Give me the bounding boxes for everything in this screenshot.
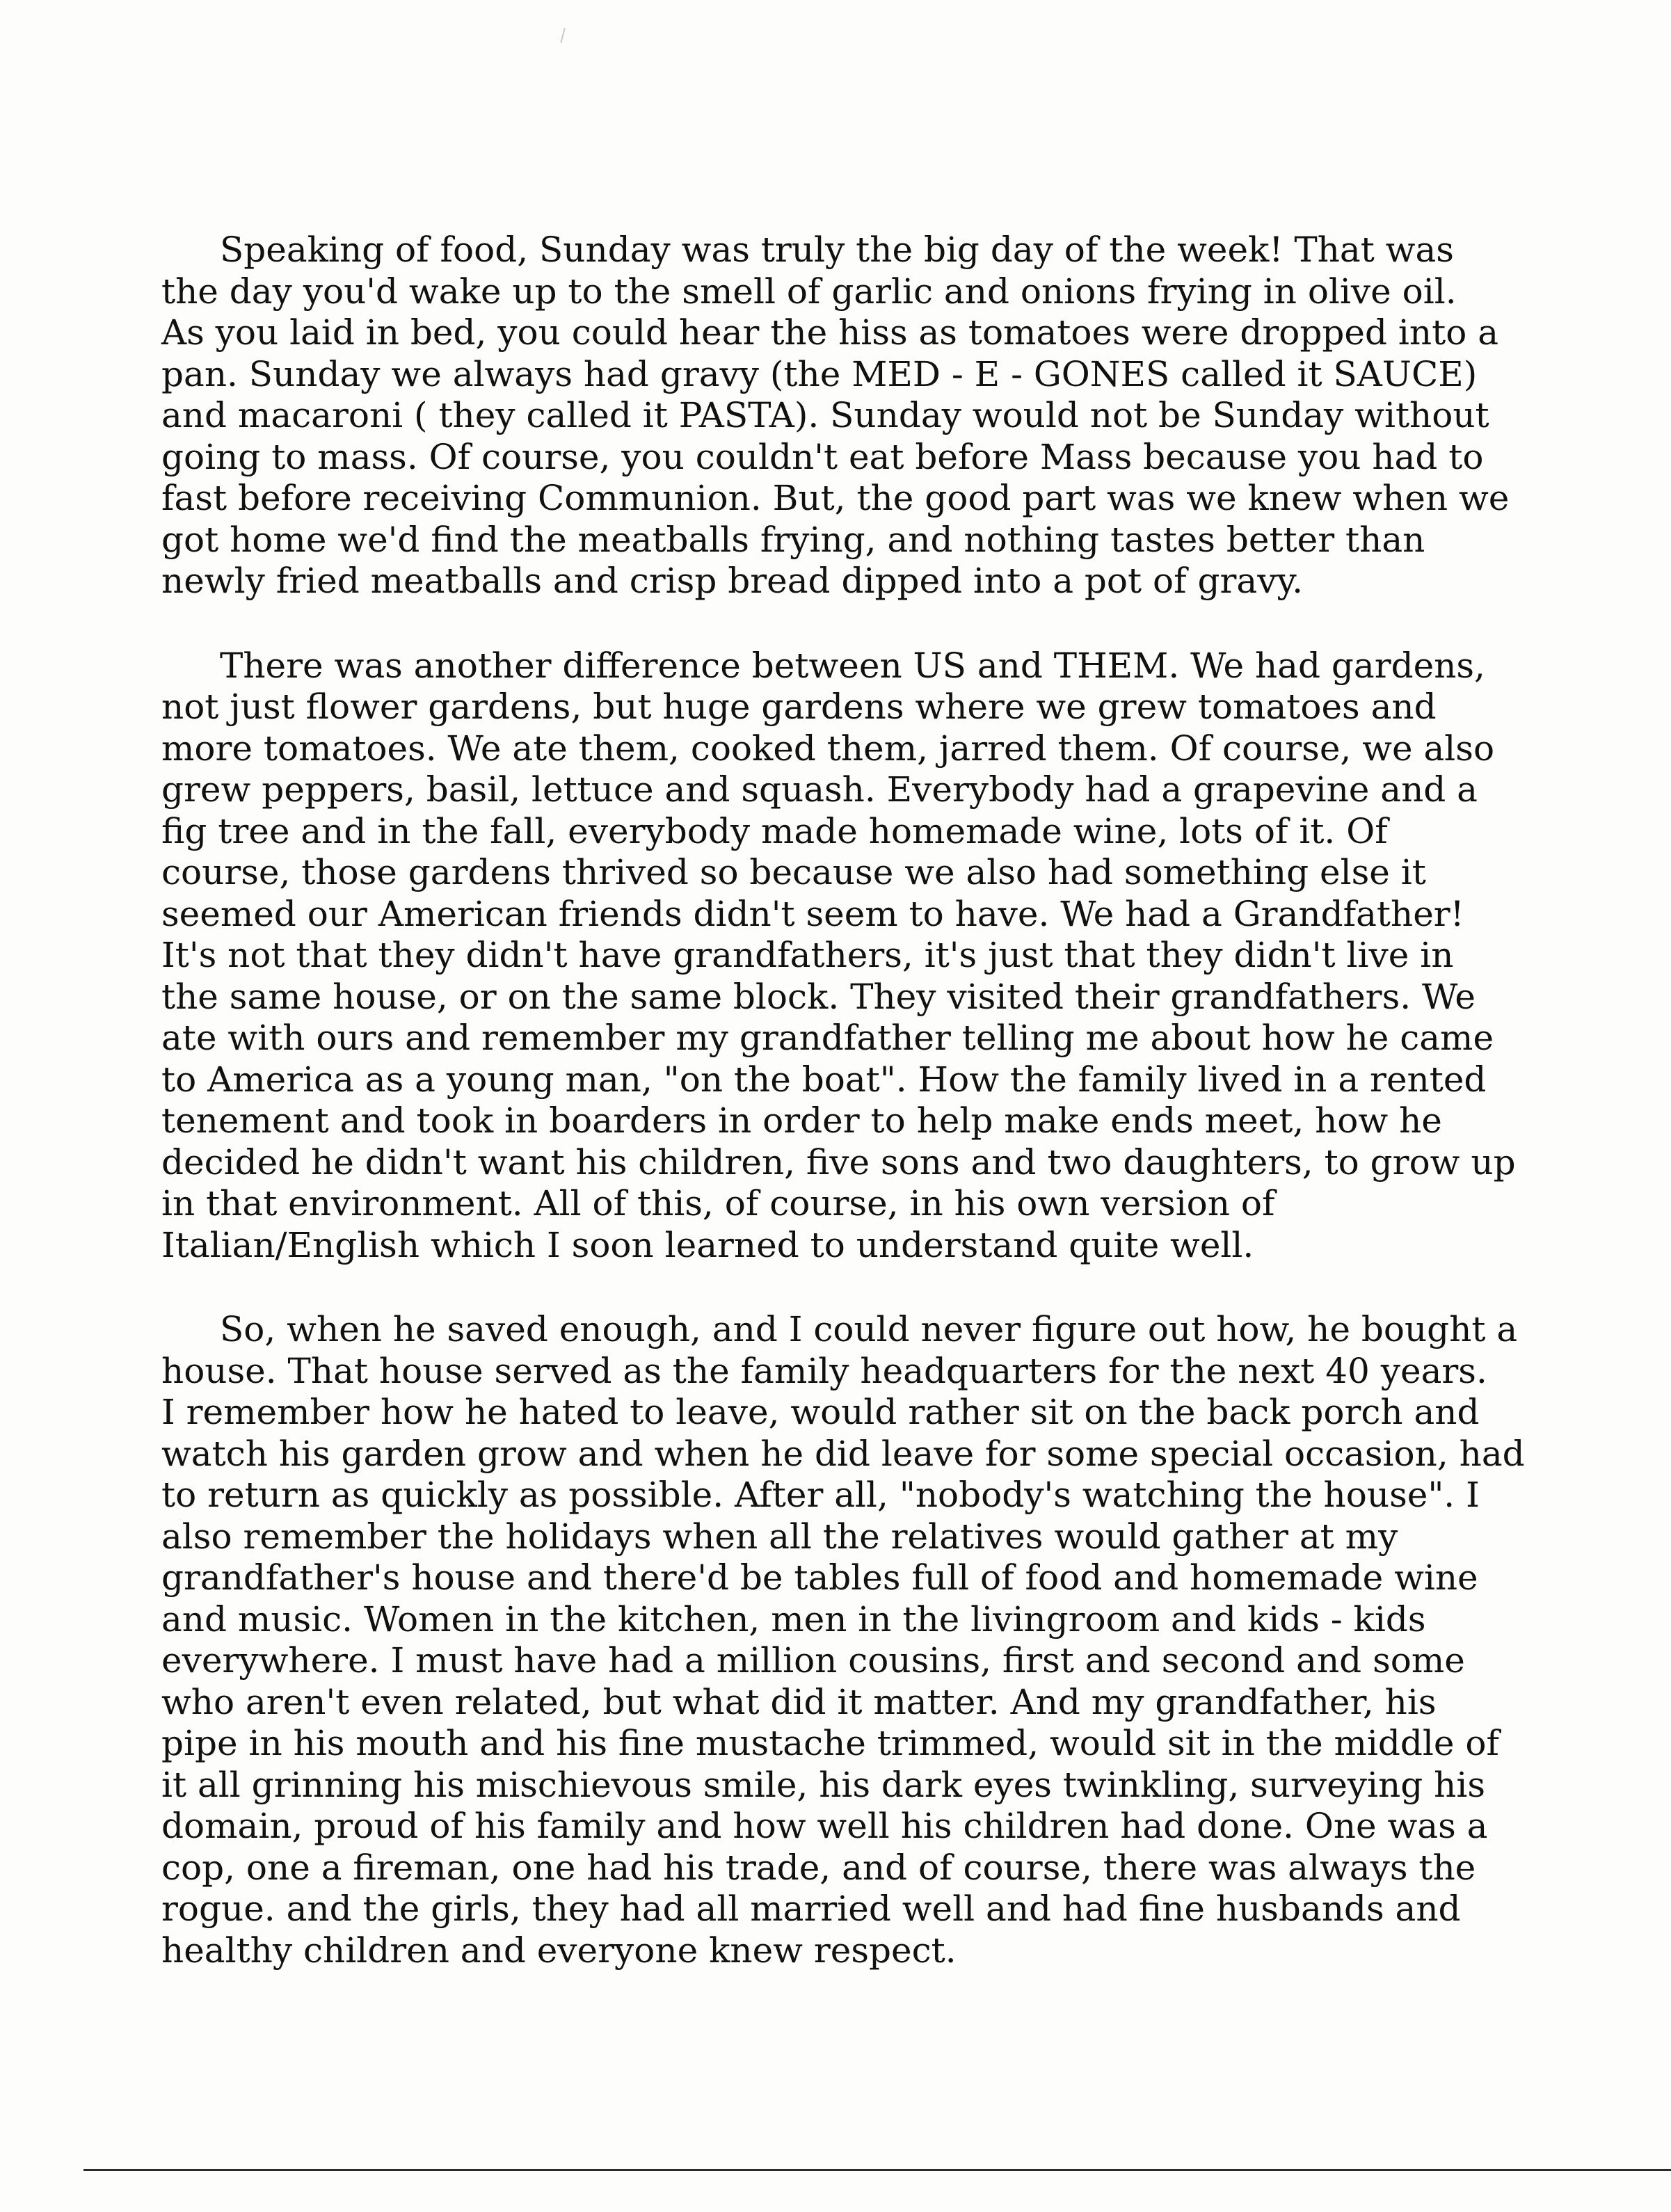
text-line: Italian/English which I soon learned to understand quite well.	[161, 1224, 1254, 1265]
text-line: ate with ours and remember my grandfather telling me about how he came	[161, 1018, 1494, 1058]
text-line: got home we'd find the meatballs frying, and nothing tastes better than	[161, 519, 1425, 560]
text-line: who aren't even related, but what did it matter. And my grandfather, his	[161, 1681, 1437, 1722]
text-line: cop, one a fireman, one had his trade, and of course, there was always the	[161, 1847, 1476, 1888]
text-line: more tomatoes. We ate them, cooked them, jarred them. Of course, we also	[161, 728, 1495, 769]
text-line: rogue. and the girls, they had all married well and had fine husbands and	[161, 1889, 1461, 1929]
text-line: domain, proud of his family and how well his children had done. One was a	[161, 1806, 1488, 1846]
text-line: pan. Sunday we always had gravy (the MED - E - GONES called it SAUCE)	[161, 353, 1478, 394]
text-line: not just flower gardens, but huge gardens where we grew tomatoes and	[161, 687, 1437, 727]
text-line: So, when he saved enough, and I could never figure out how, he bought a	[220, 1309, 1518, 1349]
text-line: the same house, or on the same block. They visited their grandfathers. We	[161, 976, 1476, 1017]
text-line: and music. Women in the kitchen, men in the livingroom and kids - kids	[161, 1598, 1426, 1640]
text-line: grandfather's house and there'd be tables full of food and homemade wine	[161, 1557, 1478, 1598]
paragraph-3	[161, 1309, 1546, 1971]
text-line: pipe in his mouth and his fine mustache trimmed, would sit in the middle of	[161, 1723, 1499, 1763]
text-line: it all grinning his mischievous smile, his dark eyes twinkling, surveying his	[161, 1764, 1485, 1805]
text-line: the day you'd wake up to the smell of garlic and onions frying in olive oil.	[161, 271, 1457, 312]
paragraph-1	[161, 230, 1546, 602]
text-line: house. That house served as the family headquarters for the next 40 years.	[161, 1350, 1487, 1391]
text-line: fig tree and in the fall, everybody made homemade wine, lots of it. Of	[161, 810, 1388, 851]
text-line: to America as a young man, "on the boat". How the family lived in a rented	[161, 1059, 1487, 1100]
text-line: to return as quickly as possible. After all, "nobody's watching the house". I	[161, 1475, 1480, 1515]
text-line: healthy children and everyone knew respect.	[161, 1930, 957, 1971]
text-line: watch his garden grow and when he did leave for some special occasion, had	[161, 1433, 1525, 1474]
text-line: grew peppers, basil, lettuce and squash. Everybody had a grapevine and a	[161, 769, 1478, 810]
text-line: newly fried meatballs and crisp bread dipped into a pot of gravy.	[161, 561, 1303, 601]
text-line: There was another difference between US and THEM. We had gardens,	[220, 645, 1485, 686]
text-line: tenement and took in boarders in order to help make ends meet, how he	[161, 1100, 1442, 1141]
text-line: Speaking of food, Sunday was truly the big day of the week! That was	[220, 230, 1454, 270]
text-line: and macaroni ( they called it PASTA). Sunday would not be Sunday without	[161, 395, 1489, 435]
paragraph-2	[161, 646, 1546, 1267]
text-line: also remember the holidays when all the relatives would gather at my	[161, 1516, 1398, 1557]
bottom-rule	[83, 2169, 1671, 2171]
text-line: everywhere. I must have had a million cousins, first and second and some	[161, 1640, 1465, 1681]
text-line: decided he didn't want his children, five sons and two daughters, to grow up	[161, 1141, 1516, 1183]
text-line: in that environment. All of this, of course, in his own version of	[161, 1183, 1275, 1224]
text-line: seemed our American friends didn't seem to have. We had a Grandfather!	[161, 893, 1464, 934]
document-body	[161, 230, 1546, 2014]
text-line: As you laid in bed, you could hear the hiss as tomatoes were dropped into a	[161, 312, 1498, 353]
scan-mark	[560, 28, 566, 43]
text-line: course, those gardens thrived so because we also had something else it	[161, 852, 1426, 892]
text-line: fast before receiving Communion. But, the good part was we knew when we	[161, 478, 1510, 518]
text-line: It's not that they didn't have grandfathers, it's just that they didn't live in	[161, 935, 1454, 975]
text-line: I remember how he hated to leave, would rather sit on the back porch and	[161, 1392, 1480, 1432]
text-line: going to mass. Of course, you couldn't eat before Mass because you had to	[161, 436, 1484, 477]
